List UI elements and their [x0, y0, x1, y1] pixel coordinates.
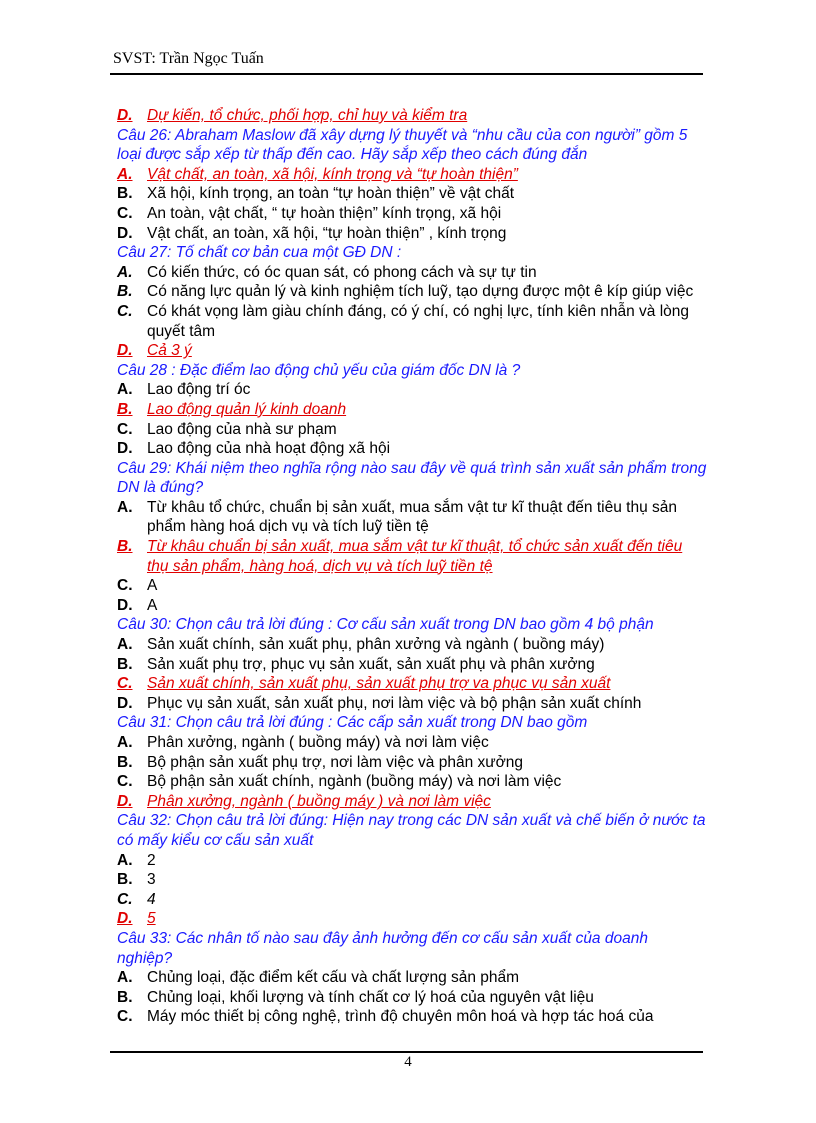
answer-option [117, 224, 707, 244]
option-label: B. [117, 400, 133, 418]
correct-answer [117, 674, 707, 694]
option-label: B. [117, 283, 133, 301]
header-rule [110, 73, 703, 75]
option-text: Máy móc thiết bị công nghệ, trình độ chuyên môn hoá và hợp tác hoá của [147, 1008, 654, 1026]
option-label: B. [117, 753, 133, 771]
option-label: D. [117, 910, 133, 928]
question-text: Câu 33: Các nhân tố nào sau đây ảnh hưởng đến cơ cấu sản xuất của doanh nghiệp? [117, 929, 648, 967]
answer-option [117, 263, 707, 283]
option-label: C. [117, 577, 133, 595]
option-text: Có năng lực quản lý và kinh nghiệm tích luỹ, tạo dựng được một ê kíp giúp việc [147, 283, 694, 301]
option-text: Chủng loại, khối lượng và tính chất cơ lý hoá của nguyên vật liệu [147, 988, 594, 1006]
correct-answer [117, 909, 707, 929]
answer-option [117, 733, 707, 753]
option-label: C. [117, 890, 133, 908]
option-label: A. [117, 498, 133, 516]
correct-answer [117, 106, 707, 126]
correct-answer [117, 537, 707, 576]
answer-option [117, 988, 707, 1008]
option-label: D. [117, 440, 133, 458]
option-label: A. [117, 263, 133, 281]
answer-option [117, 420, 707, 440]
answer-option [117, 1007, 707, 1027]
answer-option [117, 596, 707, 616]
answer-option [117, 694, 707, 714]
option-label: A. [117, 969, 133, 987]
option-text: Có khát vọng làm giàu chính đáng, có ý chí, có nghị lực, tính kiên nhẫn và lòng quyết tâm [147, 302, 690, 340]
option-label: A. [117, 381, 133, 399]
option-label: D. [117, 596, 133, 614]
option-label: D. [117, 342, 133, 360]
option-label: D. [117, 694, 133, 712]
answer-option [117, 204, 707, 224]
option-text: Lao động quản lý kinh doanh [147, 400, 347, 418]
option-text: A [147, 577, 158, 595]
footer-rule [110, 1051, 703, 1053]
option-text: Lao động của nhà hoạt động xã hội [147, 440, 391, 458]
option-text: Lao động của nhà sư phạm [147, 420, 337, 438]
option-label: C. [117, 675, 133, 693]
option-label: C. [117, 204, 133, 222]
option-label: A. [117, 165, 133, 183]
correct-answer [117, 792, 707, 812]
answer-option [117, 282, 707, 302]
option-label: C. [117, 773, 133, 791]
option-text: Lao động trí óc [147, 381, 251, 399]
option-text: An toàn, vật chất, “ tự hoàn thiện” kính trọng, xã hội [147, 204, 502, 222]
option-text: Cả 3 ý [147, 342, 192, 360]
option-label: A. [117, 851, 133, 869]
answer-option [117, 184, 707, 204]
option-text: 3 [147, 871, 156, 889]
option-label: B. [117, 538, 133, 556]
option-text: Bộ phận sản xuất phụ trợ, nơi làm việc và phân xưởng [147, 753, 524, 771]
option-text: Sản xuất phụ trợ, phục vụ sản xuất, sản xuất phụ và phân xưởng [147, 655, 595, 673]
option-text: Từ khâu tổ chức, chuẩn bị sản xuất, mua sắm vật tư kĩ thuật đến tiêu thụ sản phẩm hàng hoá dịch vụ và tích luỹ tiền tệ [147, 498, 677, 536]
answer-option [117, 576, 707, 596]
option-text: Phân xưởng, ngành ( buồng máy ) và nơi làm việc [147, 792, 491, 810]
option-text: Xã hội, kính trọng, an toàn “tự hoàn thiện” về vật chất [147, 185, 515, 203]
answer-option [117, 635, 707, 655]
option-text: A [147, 596, 158, 614]
option-label: A. [117, 636, 133, 654]
option-label: B. [117, 871, 133, 889]
answer-option [117, 890, 707, 910]
question-text: Câu 28 : Đặc điểm lao động chủ yếu của giám đốc DN là ? [117, 361, 521, 379]
page-number: 4 [404, 1054, 412, 1070]
page-content [117, 106, 707, 1027]
correct-answer [117, 341, 707, 361]
option-label: B. [117, 988, 133, 1006]
option-text: Phục vụ sản xuất, sản xuất phụ, nơi làm việc và bộ phận sản xuất chính [147, 694, 642, 712]
option-text: Dự kiến, tổ chức, phối hợp, chỉ huy và kiểm tra [147, 107, 468, 124]
correct-answer [117, 165, 707, 185]
answer-option [117, 498, 707, 537]
option-label: B. [117, 655, 133, 673]
option-text: Bộ phận sản xuất chính, ngành (buồng máy) và nơi làm việc [147, 773, 562, 791]
question-text: Câu 30: Chọn câu trả lời đúng : Cơ cấu sản xuất trong DN bao gồm 4 bộ phận [117, 616, 654, 634]
option-text: 2 [147, 851, 156, 869]
answer-option [117, 772, 707, 792]
option-label: A. [117, 734, 133, 751]
answer-option [117, 753, 707, 773]
option-text: Có kiến thức, có óc quan sát, có phong cách và sự tự tin [147, 263, 537, 281]
option-label: C. [117, 420, 133, 438]
header-author: SVST: Trần Ngọc Tuấn [113, 50, 264, 67]
option-text: Vật chất, an toàn, xã hội, “tự hoàn thiện” , kính trọng [147, 224, 507, 242]
option-label: B. [117, 185, 133, 203]
option-label: C. [117, 302, 133, 320]
question-text: Câu 32: Chọn câu trả lời đúng: Hiện nay trong các DN sản xuất và chế biến ở nước ta có mấy kiểu cơ cấu sản xuất [117, 812, 706, 849]
option-text: Sản xuất chính, sản xuất phụ, phân xưởng và ngành ( buồng máy) [147, 636, 605, 654]
correct-answer [117, 400, 707, 420]
question-text: Câu 31: Chọn câu trả lời đúng : Các cấp sản xuất trong DN bao gồm [117, 714, 588, 732]
option-text: Từ khâu chuẩn bị sản xuất, mua sắm vật tư kĩ thuật, tổ chức sản xuất đến tiêu thụ sản phẩm, hàng hoá, dịch vụ và tích luỹ tiền tệ [147, 538, 683, 575]
option-label: D. [117, 792, 133, 810]
option-label: D. [117, 224, 133, 242]
option-text: Chủng loại, đặc điểm kết cấu và chất lượng sản phẩm [147, 969, 520, 987]
question-text: Câu 27: Tố chất cơ bản cua một GĐ DN : [117, 244, 402, 262]
option-label: D. [117, 107, 133, 124]
answer-option [117, 439, 707, 459]
option-text: 5 [147, 910, 156, 928]
answer-option [117, 968, 707, 988]
question-text: Câu 26: Abraham Maslow đã xây dựng lý thuyết và “nhu cầu của con người” gồm 5 loại được sắp xếp từ thấp đến cao. Hãy sắp xếp theo cách đúng đắn [117, 126, 688, 164]
answer-option [117, 302, 707, 341]
option-label: C. [117, 1008, 133, 1026]
option-text: Vật chất, an toàn, xã hội, kính trọng và “tự hoàn thiện” [147, 165, 518, 183]
answer-option [117, 870, 707, 890]
answer-option [117, 380, 707, 400]
option-text: Phân xưởng, ngành ( buồng máy) và nơi làm việc [147, 734, 489, 751]
question-text: Câu 29: Khái niệm theo nghĩa rộng nào sau đây về quá trình sản xuất sản phẩm trong DN là đúng? [117, 459, 707, 497]
option-text: Sản xuất chính, sản xuất phụ, sản xuất phụ trợ va phục vụ sản xuất [147, 675, 611, 693]
answer-option [117, 851, 707, 871]
answer-option [117, 655, 707, 675]
option-text: 4 [147, 890, 156, 908]
